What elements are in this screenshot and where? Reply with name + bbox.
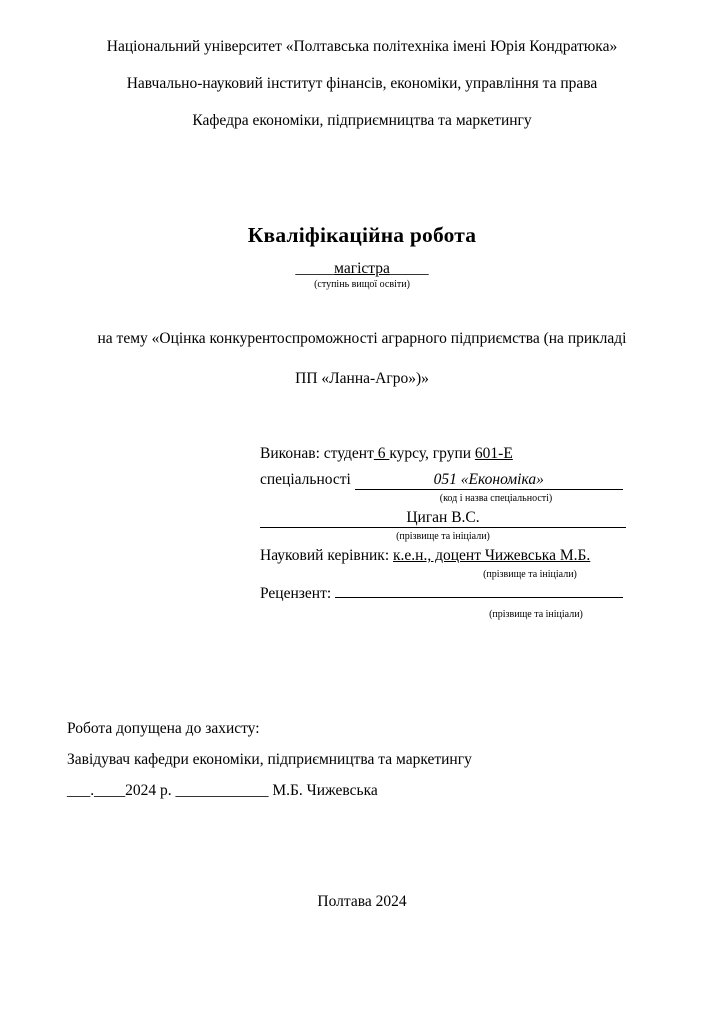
approval-block — [67, 713, 724, 806]
approval-line-1: Робота допущена до захисту: — [67, 720, 260, 737]
topic-block — [0, 319, 724, 399]
performer-line — [260, 441, 724, 467]
reviewer-note: (прізвище та ініціали) — [489, 609, 583, 620]
degree-note: (ступінь вищої освіти) — [314, 279, 410, 290]
group-value: 601-Е — [474, 445, 513, 462]
reviewer-blank-underline — [335, 597, 623, 598]
specialty-value: 051 «Економіка» — [355, 470, 623, 490]
supervisor-note: (прізвище та ініціали) — [483, 569, 577, 580]
reviewer-line — [260, 581, 724, 607]
supervisor-line — [260, 543, 724, 569]
approval-line-3: ___.____2024 р. ____________ М.Б. Чижевська — [67, 782, 378, 799]
specialty-line — [260, 467, 724, 493]
specialty-label: спеціальності — [260, 471, 355, 488]
student-name-value: Циган В.С. — [260, 508, 626, 528]
degree-line — [0, 260, 724, 278]
document-header — [0, 0, 724, 139]
reviewer-label: Рецензент: — [260, 585, 336, 602]
performer-mid: курсу, групи — [389, 445, 475, 462]
course-value: 6 — [373, 445, 390, 462]
degree-underscore-left: _____ — [295, 260, 335, 277]
degree-underscore-right: _____ — [389, 260, 429, 277]
degree-value: магістра — [334, 260, 390, 277]
student-name-line — [260, 505, 724, 531]
footer-city-year: Полтава 2024 — [317, 893, 407, 910]
performer-prefix: Виконав: студент — [260, 445, 374, 462]
author-block — [260, 441, 724, 621]
supervisor-label: Науковий керівник: — [260, 547, 394, 564]
supervisor-value: к.е.н., доцент Чижевська М.Б. — [393, 547, 591, 564]
department-name: Кафедра економіки, підприємництва та маркетингу — [192, 112, 532, 129]
specialty-note: (код і назва спеціальності) — [439, 493, 553, 504]
university-name: Національний університет «Полтавська політехніка імені Юрія Кондратюка» — [106, 38, 618, 55]
title-block — [0, 223, 724, 291]
topic-line-2: ПП «Ланна-Агро»)» — [295, 370, 429, 387]
student-name-note: (прізвище та ініціали) — [396, 531, 490, 542]
document-title: Кваліфікаційна робота — [247, 223, 477, 247]
topic-line-1: на тему «Оцінка конкурентоспроможності аграрного підприємства (на прикладі — [97, 330, 627, 347]
approval-line-2: Завідувач кафедри економіки, підприємництва та маркетингу — [67, 751, 472, 768]
institute-name: Навчально-науковий інститут фінансів, економіки, управління та права — [126, 75, 598, 92]
